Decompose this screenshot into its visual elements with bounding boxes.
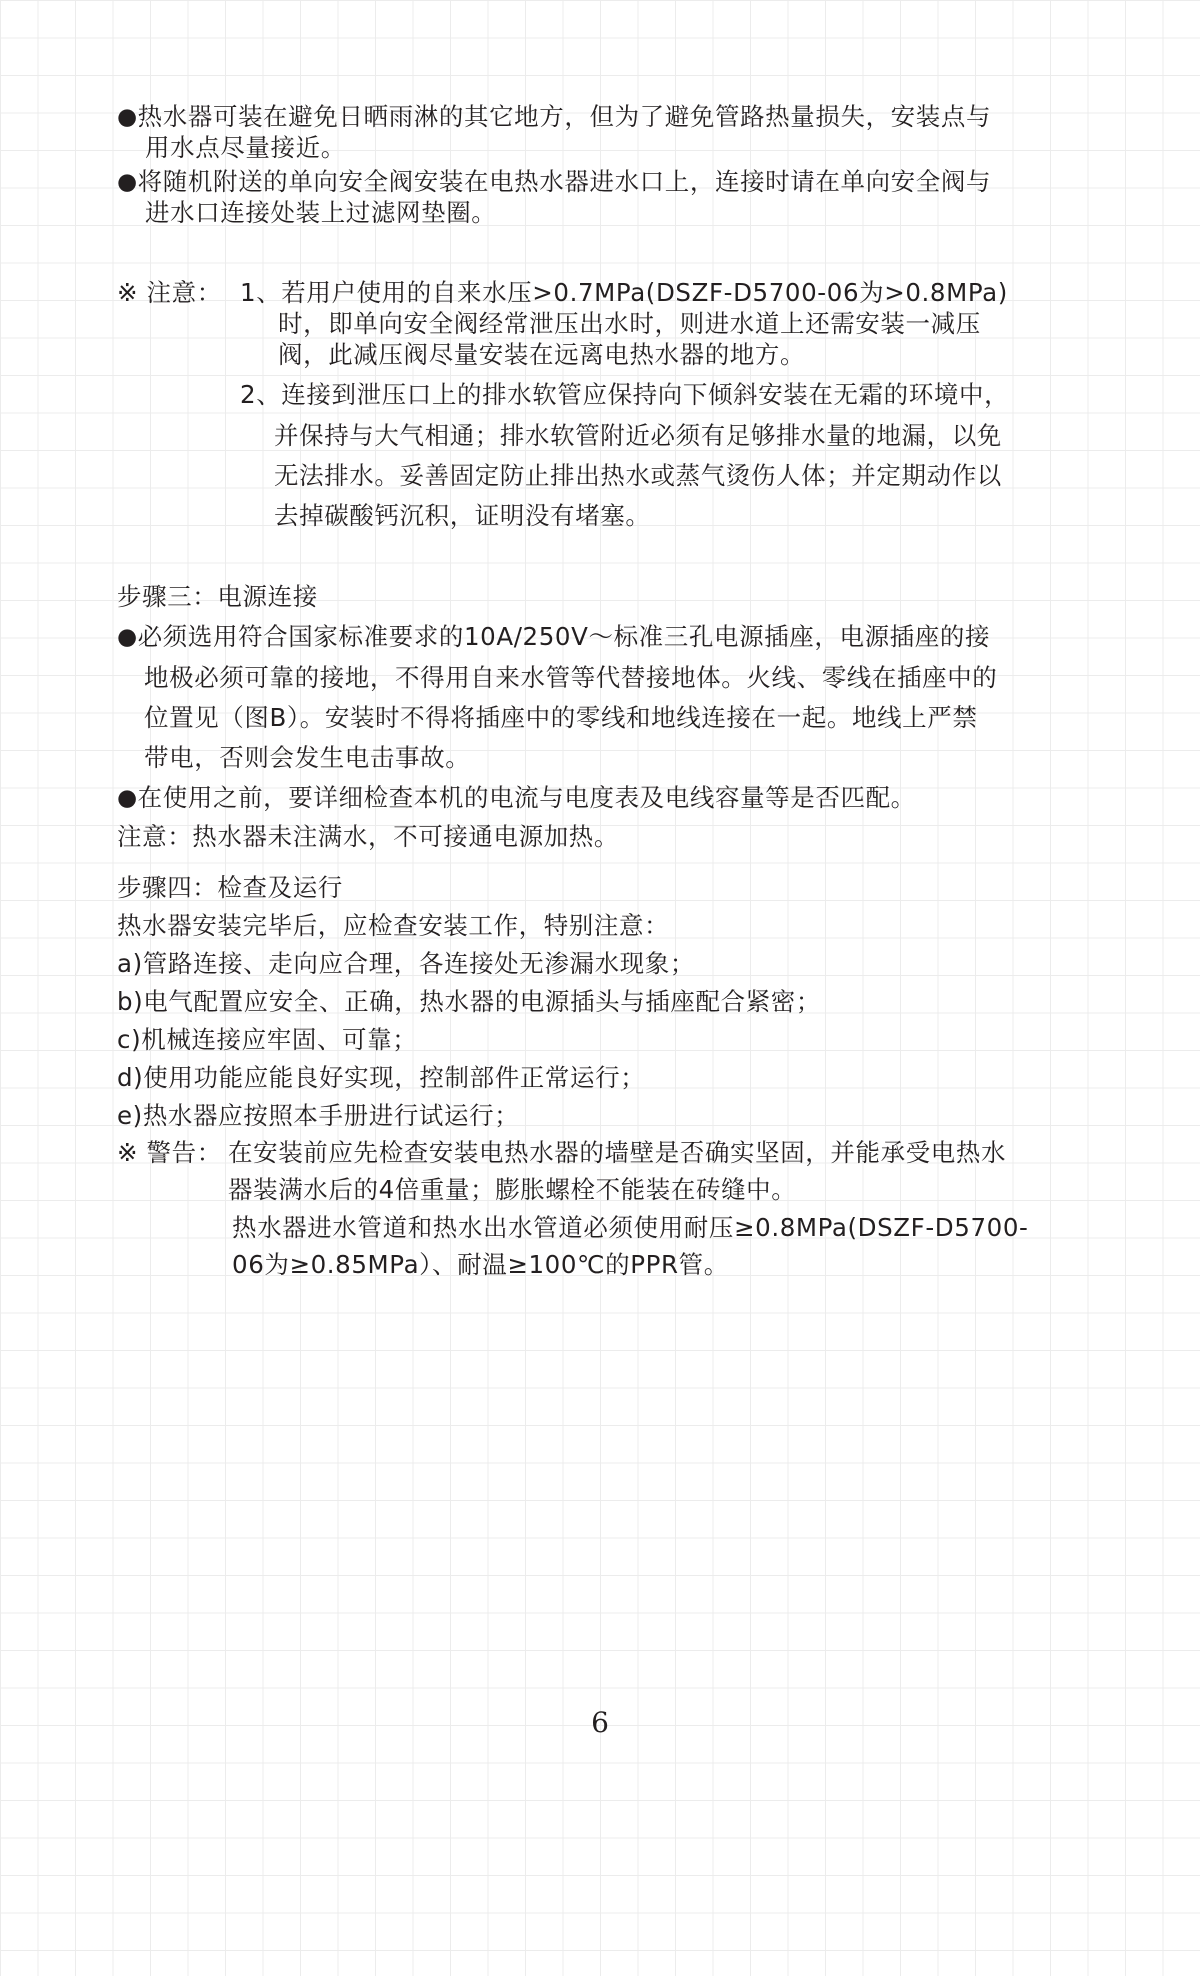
bullet-icon: ●	[117, 104, 138, 130]
intro-bullet-1-line-2: 用水点尽量接近。	[145, 133, 346, 162]
intro-bullet-2-line-2: 进水口连接处装上过滤网垫圈。	[145, 198, 497, 227]
warning-line-3: 热水器进水管道和热水出水管道必须使用耐压≥0.8MPa(DSZF-D5700-	[232, 1213, 1029, 1242]
step3-title: 步骤三：电源连接	[117, 582, 318, 611]
bullet-icon: ●	[117, 169, 138, 195]
warning-line-2: 器装满水后的4倍重量；膨胀螺栓不能装在砖缝中。	[228, 1175, 797, 1204]
notice-2-line-2: 并保持与大气相通；排水软管附近必须有足够排水量的地漏，以免	[274, 421, 1002, 450]
page-number: 6	[591, 1706, 609, 1739]
step3-bullet-1-line-2: 地极必须可靠的接地，不得用自来水管等代替接地体。火线、零线在插座中的	[144, 663, 998, 692]
notice-1-line-1: 1、若用户使用的自来水压>0.7MPa(DSZF-D5700-06为>0.8MPa)	[240, 278, 1008, 307]
step3-bullet-1-line-3: 位置见（图B）。安装时不得将插座中的零线和地线连接在一起。地线上严禁	[144, 703, 978, 732]
step3-bullet-1-line-4: 带电，否则会发生电击事故。	[144, 743, 471, 772]
step3-note: 注意：热水器未注满水，不可接通电源加热。	[117, 822, 619, 851]
notice-2-line-4: 去掉碳酸钙沉积，证明没有堵塞。	[274, 501, 651, 530]
step4-item-c: c)机械连接应牢固、可靠；	[117, 1025, 418, 1054]
notice-1-line-3: 阀，此减压阀尽量安装在远离电热水器的地方。	[278, 340, 806, 369]
step4-intro: 热水器安装完毕后，应检查安装工作，特别注意：	[117, 911, 670, 940]
step3-bullet-2: ●在使用之前，要详细检查本机的电流与电度表及电线容量等是否匹配。	[117, 783, 916, 812]
bullet-icon: ●	[117, 624, 138, 650]
warning-line-4: 06为≥0.85MPa）、耐温≥100℃的PPR管。	[232, 1250, 729, 1279]
step4-title: 步骤四：检查及运行	[117, 873, 343, 902]
warning-prefix: ※ 警告：	[117, 1138, 222, 1167]
intro-bullet-2-line-1: ●将随机附送的单向安全阀安装在电热水器进水口上，连接时请在单向安全阀与	[117, 167, 992, 196]
step4-item-b: b)电气配置应安全、正确，热水器的电源插头与插座配合紧密；	[117, 987, 822, 1016]
notice-2-line-1: 2、连接到泄压口上的排水软管应保持向下倾斜安装在无霜的环境中，	[240, 380, 1010, 409]
step4-item-e: e)热水器应按照本手册进行试运行；	[117, 1101, 520, 1130]
step3-bullet-1-line-1: ●必须选用符合国家标准要求的10A/250V～标准三孔电源插座，电源插座的接	[117, 622, 991, 651]
step4-item-a: a)管路连接、走向应合理，各连接处无渗漏水现象；	[117, 949, 695, 978]
bullet-icon: ●	[117, 785, 138, 811]
notice-prefix: ※ 注意：	[117, 278, 222, 307]
step4-item-d: d)使用功能应能良好实现，控制部件正常运行；	[117, 1063, 646, 1092]
notice-1-line-2: 时，即单向安全阀经常泄压出水时，则进水道上还需安装一减压	[278, 309, 981, 338]
warning-line-1: 在安装前应先检查安装电热水器的墙壁是否确实坚固，并能承受电热水	[228, 1138, 1007, 1167]
intro-bullet-1-line-1: ●热水器可装在避免日晒雨淋的其它地方，但为了避免管路热量损失，安装点与	[117, 102, 992, 131]
notice-2-line-3: 无法排水。妥善固定防止排出热水或蒸气烫伤人体；并定期动作以	[274, 461, 1002, 490]
